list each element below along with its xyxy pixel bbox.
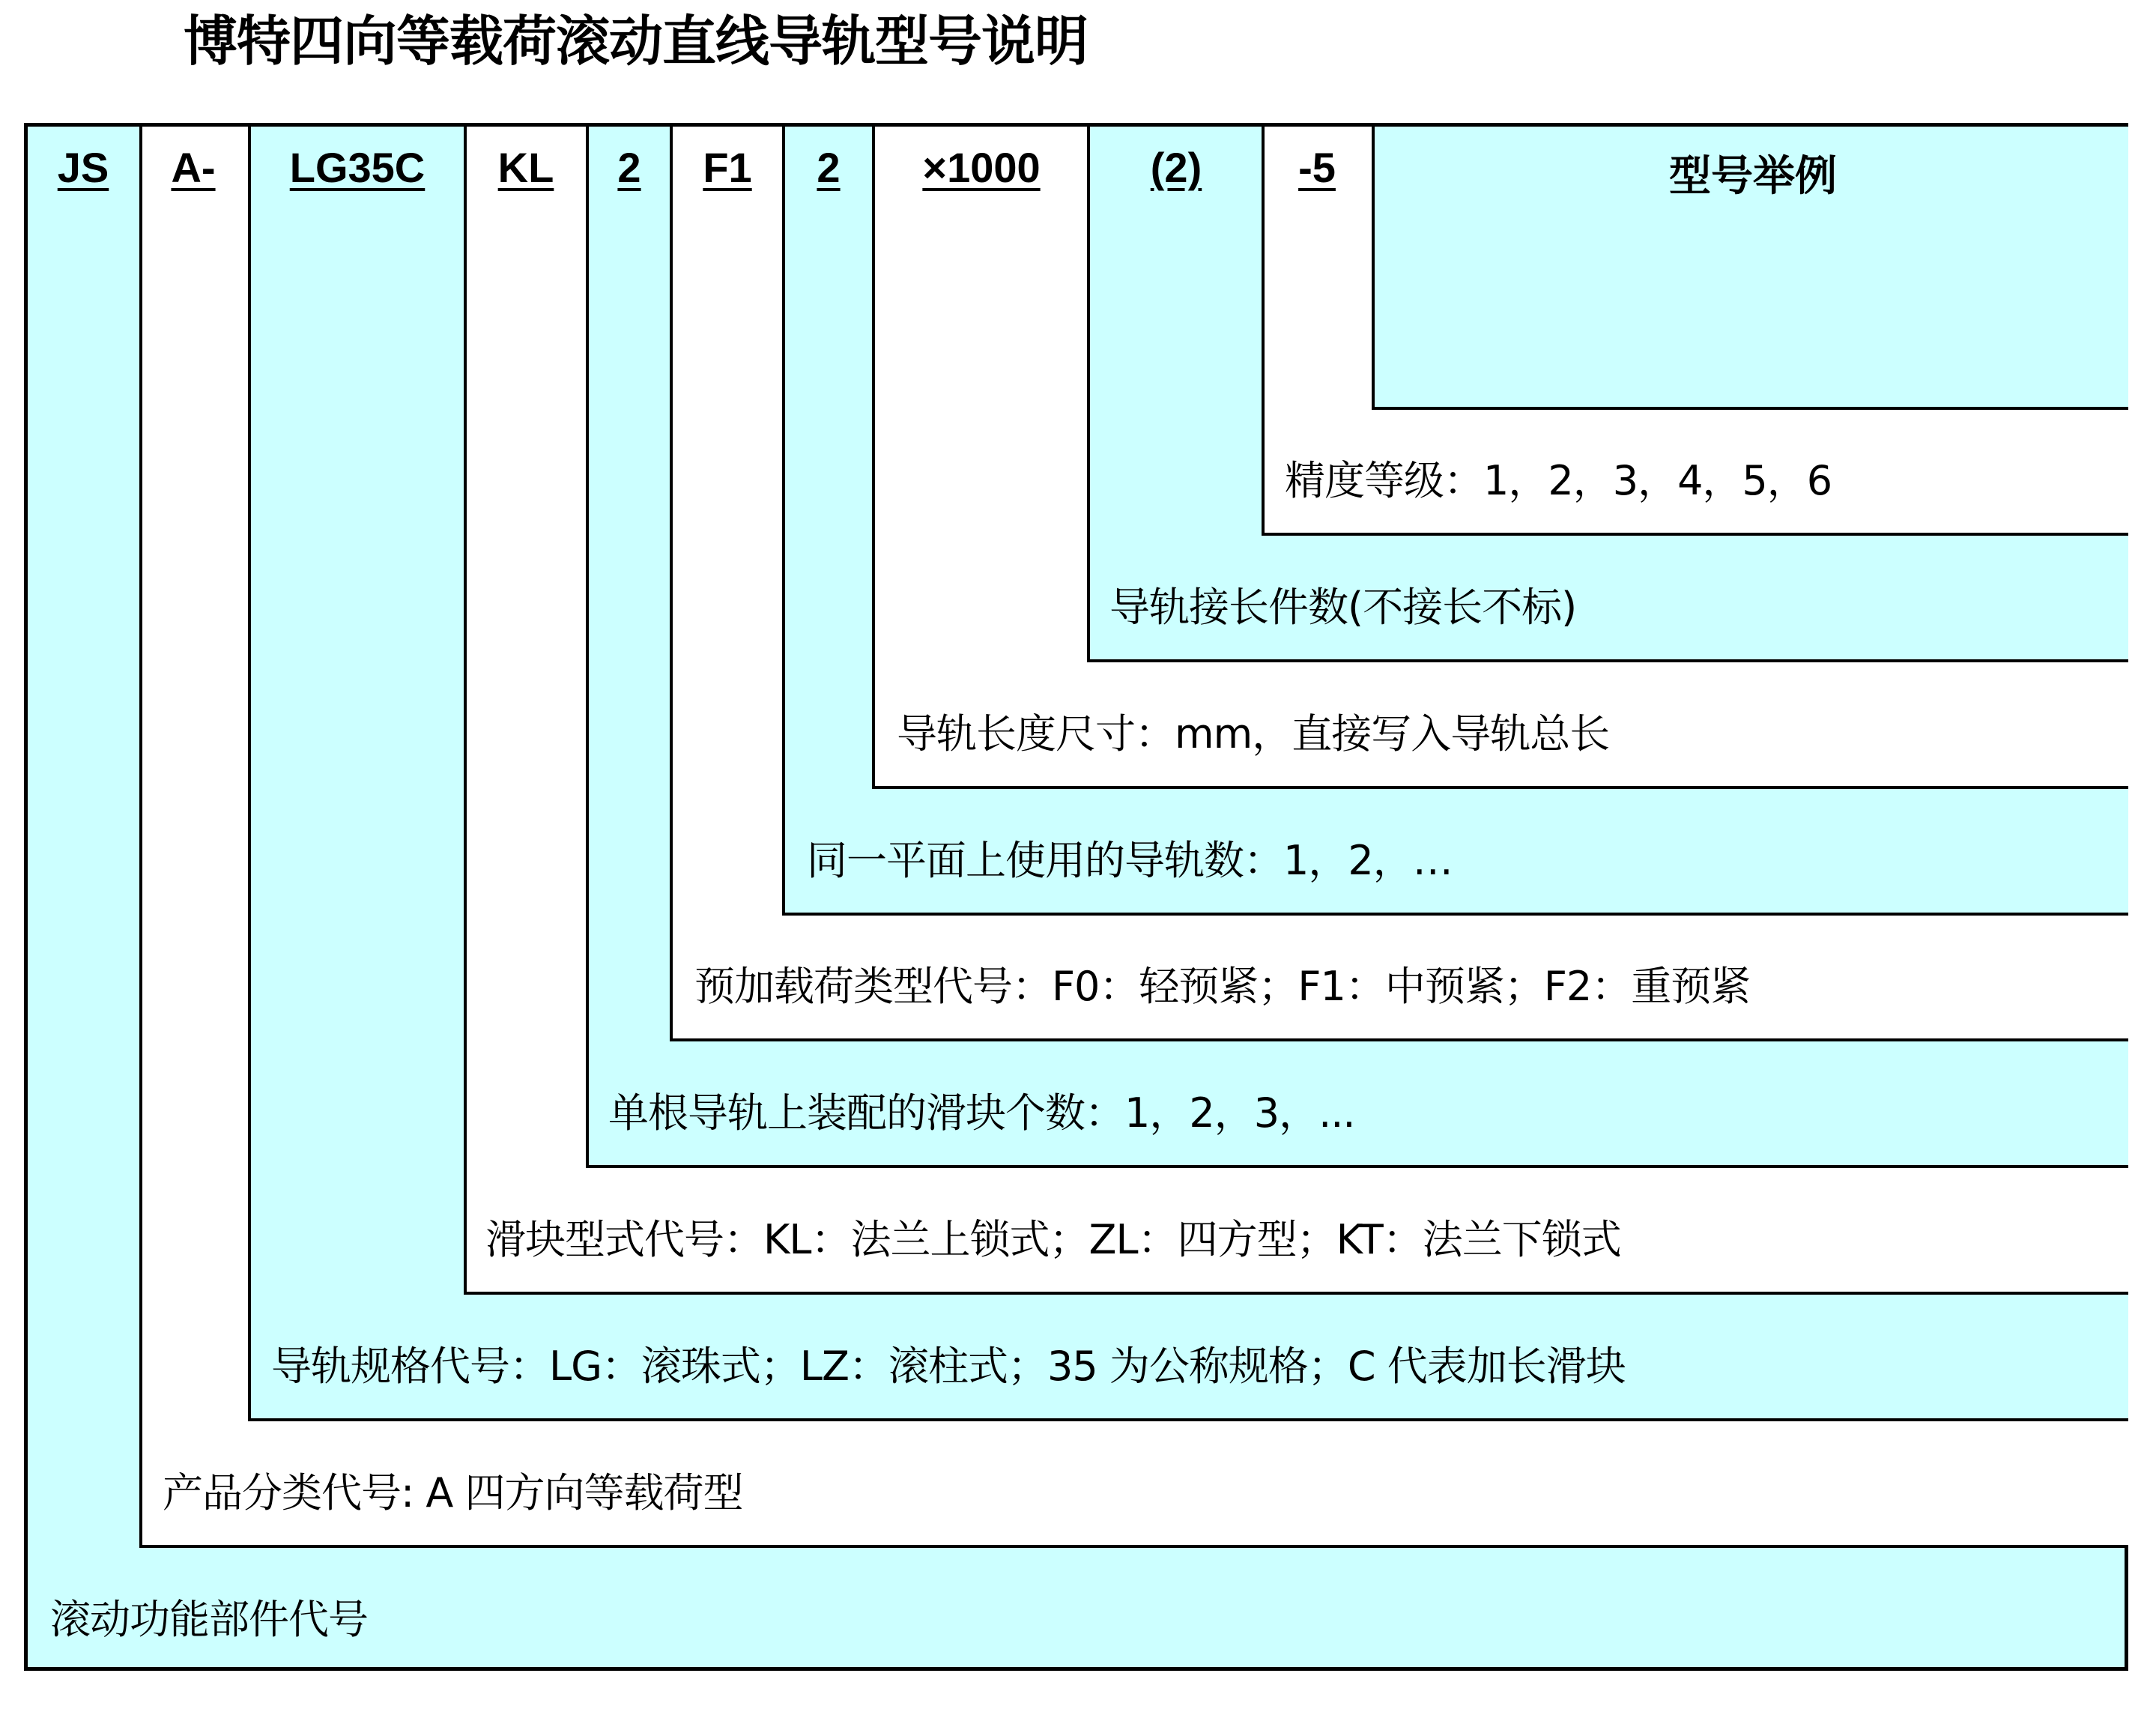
desc-preload: 预加载荷类型代号：F0：轻预紧；F1：中预紧；F2：重预紧 [694, 963, 1751, 1010]
code-kl: KL [497, 144, 554, 191]
desc-precision: 精度等级：1，2，3，4，5，6 [1285, 457, 1832, 504]
example-label: 型号举例 [1669, 152, 1837, 199]
code-js: JS [57, 144, 109, 191]
desc-rail-length: 导轨长度尺寸：mm，直接写入导轨总长 [897, 710, 1610, 757]
desc-product-class: 产品分类代号: A 四方向等载荷型 [163, 1469, 743, 1516]
code-a: A- [171, 144, 216, 191]
page-title: 博特四向等载荷滚动直线导轨型号说明 [184, 10, 1088, 73]
desc-splice: 导轨接长件数(不接长不标) [1109, 584, 1577, 631]
desc-rail-count: 同一平面上使用的导轨数：1，2，… [807, 837, 1453, 884]
code-f1: F1 [703, 144, 752, 191]
code-slider-count: 2 [617, 144, 641, 191]
model-diagram-frame [24, 123, 2128, 1671]
desc-slider-type: 滑块型式代号：KL：法兰上锁式；ZL：四方型；KT：法兰下锁式 [485, 1216, 1621, 1263]
desc-function-part: 滚动功能部件代号 [50, 1596, 368, 1643]
code-splice: (2) [1150, 144, 1202, 191]
code-rail-count: 2 [817, 144, 841, 191]
code-length: ×1000 [922, 144, 1041, 191]
desc-slider-count: 单根导轨上装配的滑块个数：1，2，3，... [608, 1089, 1355, 1137]
code-lg35c: LG35C [289, 144, 426, 191]
code-precision: -5 [1298, 144, 1336, 191]
desc-rail-spec: 导轨规格代号：LG：滚珠式；LZ：滚柱式；35 为公称规格；C 代表加长滑块 [271, 1343, 1626, 1390]
